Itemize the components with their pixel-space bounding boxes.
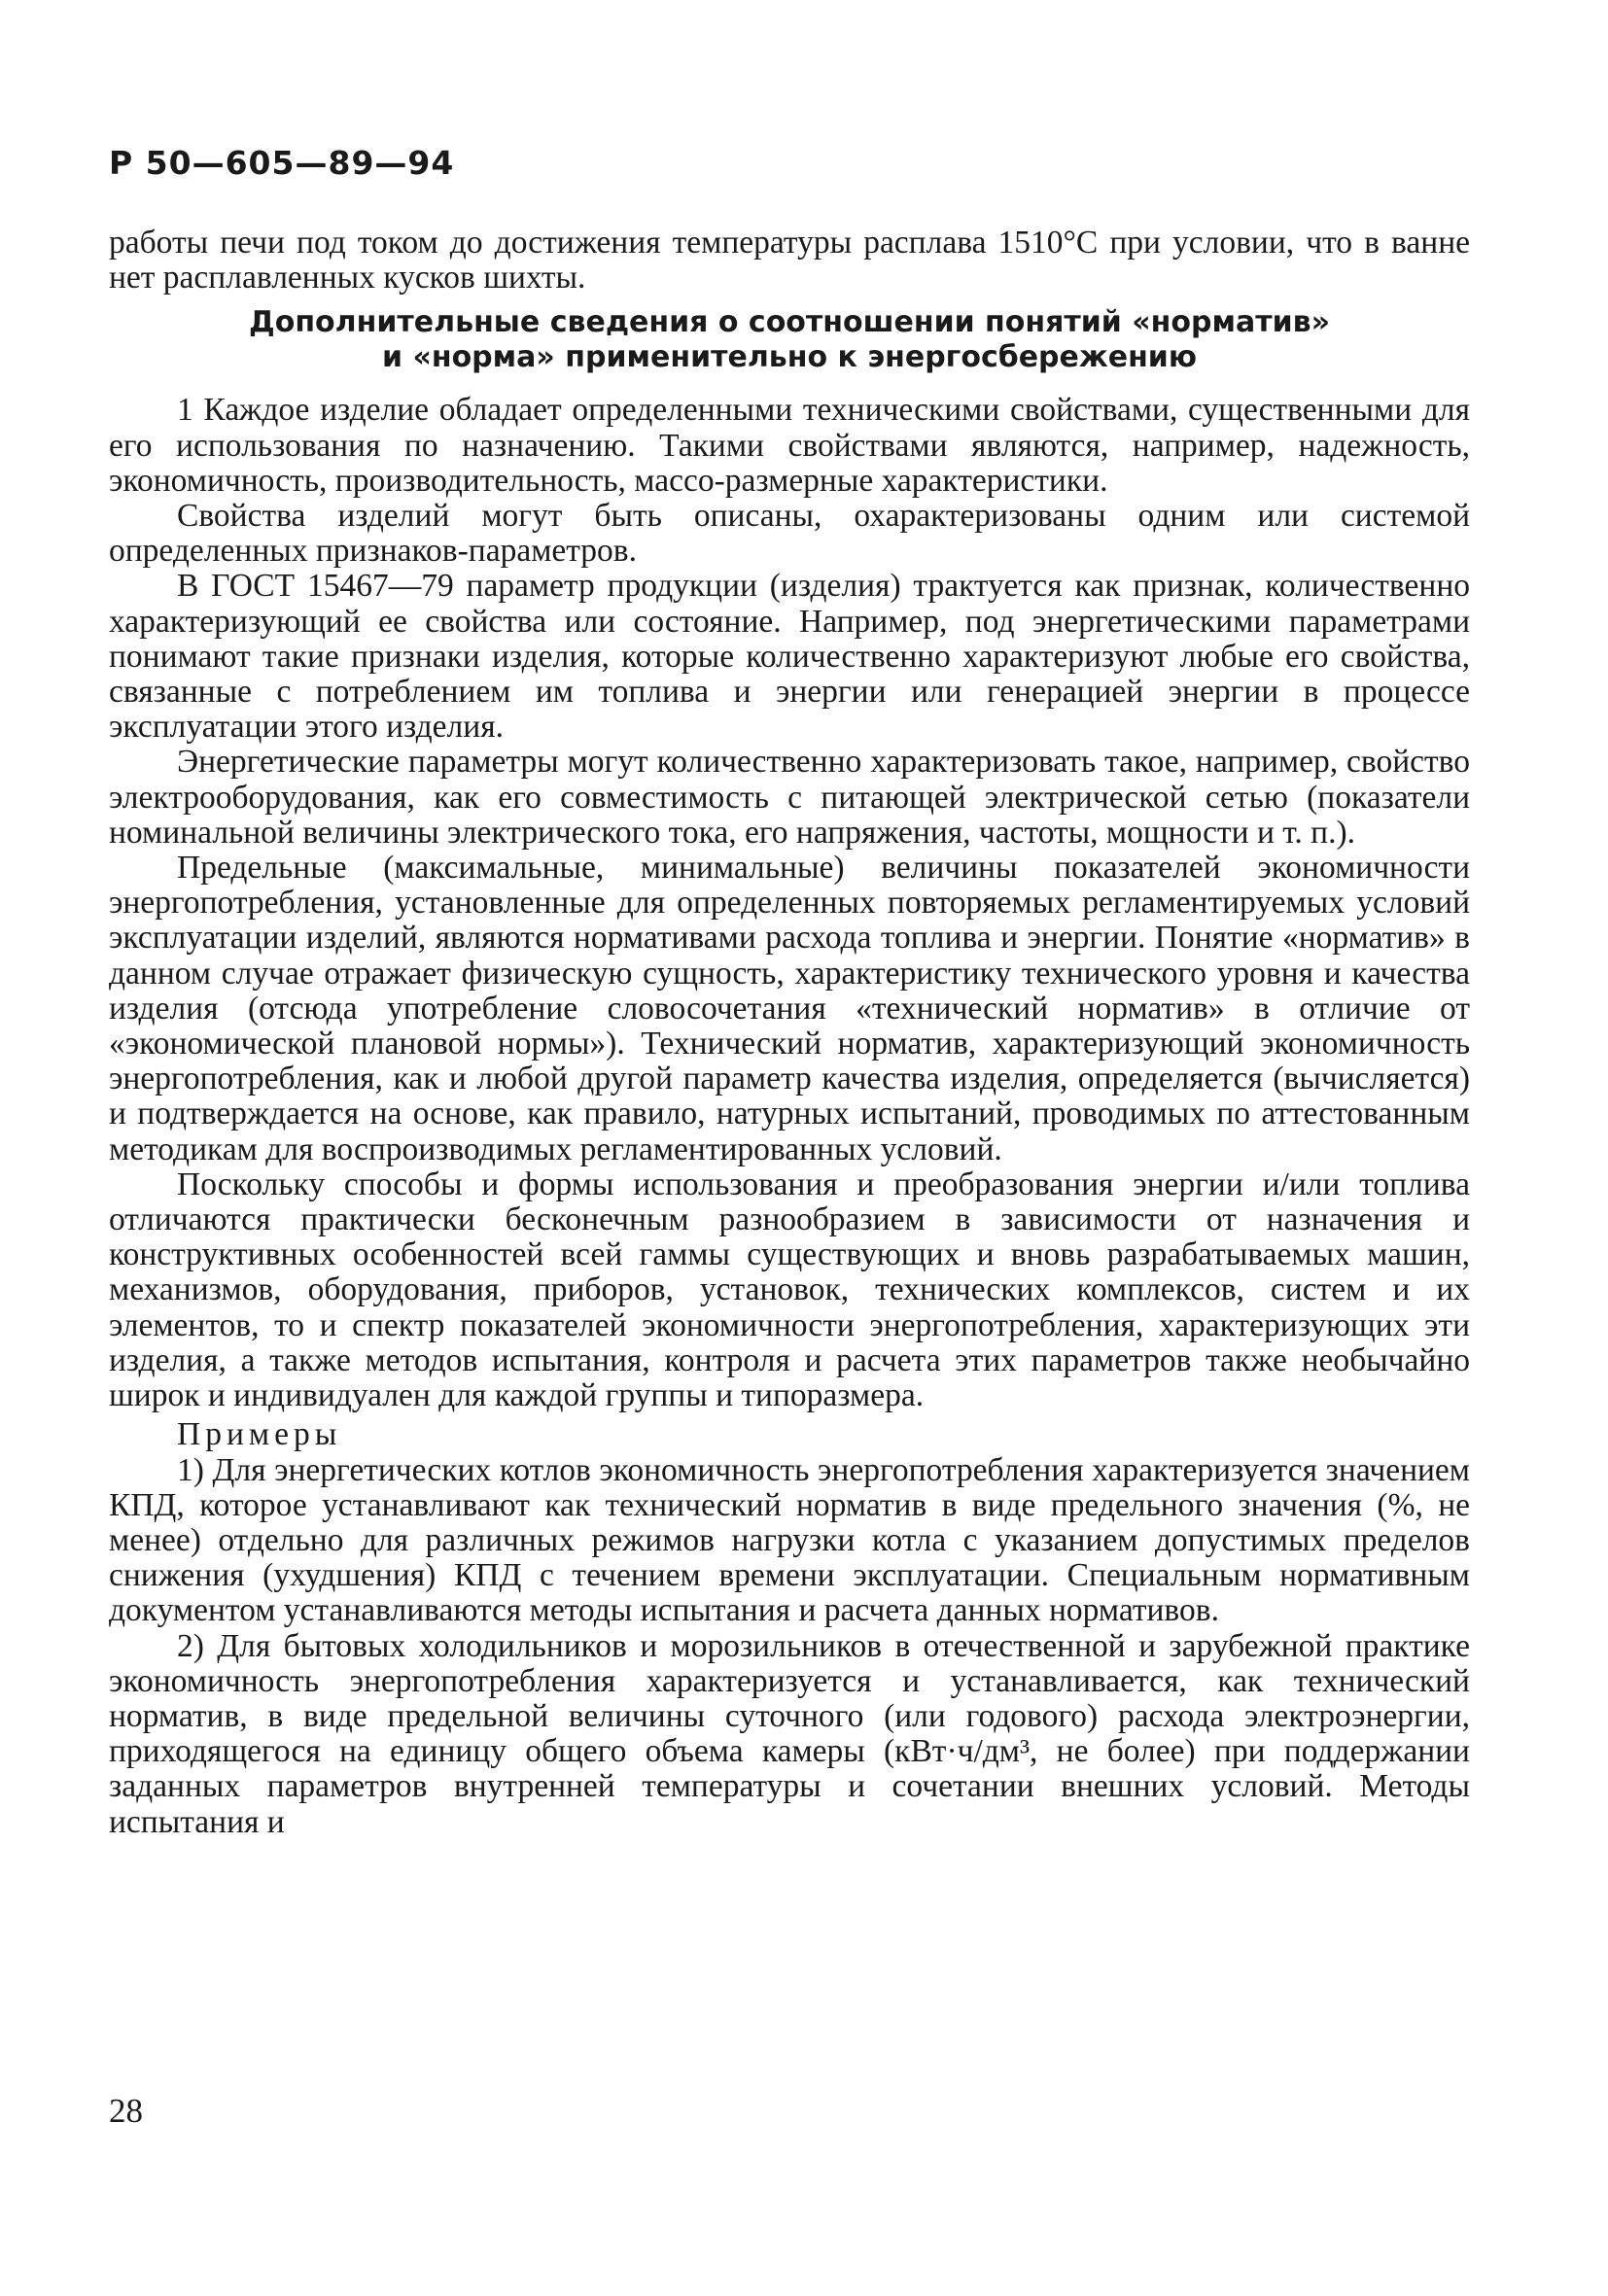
paragraph-6: Поскольку способы и формы использования и преобразования энергии и/или топлива отличаются практически бесконечным разнообразием в зависимости от назначения и конструктивных особенностей всей гаммы существующих и вновь разрабатываемых машин, механизмов, оборудования, приборов, установок, технических комплексов, систем и их элементов, то и спектр показателей экономичности энергопотребления, характеризующих эти изделия, а также методов испытания, контроля и расчета этих параметров также необычайно широк и индивидуален для каждой группы и типоразмера. xyxy=(109,1165,1470,1414)
continuation-paragraph: работы печи под током до достижения температуры расплава 1510°С при условии, что в ванне нет расплавленных кусков шихты. xyxy=(109,225,1470,296)
example-2: 2) Для бытовых холодильников и морозильников в отечественной и зарубежной практике экономичность энергопотребления характеризуется и устанавливается, как технический норматив, в виде предельной величины суточного (или годового) расхода электроэнергии, приходящегося на единицу общего объема камеры (кВт·ч/дм³, не более) при поддержании заданных параметров внутренней температуры и сочетании внешних условий. Методы испытания и xyxy=(109,1627,1470,1840)
paragraph-4: Энергетические параметры могут количественно характеризовать такое, например, свойство электрооборудования, как его совместимость с питающей электрической сетью (показатели номинальной величины электрического тока, его напряжения, частоты, мощности и т. п.). xyxy=(109,744,1470,851)
paragraph-2: Свойства изделий могут быть описаны, охарактеризованы одним или системой определенных признаков-параметров. xyxy=(109,498,1470,570)
examples-label: Примеры xyxy=(177,1416,342,1453)
document-body xyxy=(109,226,1470,1840)
example-1: 1) Для энергетических котлов экономичность энергопотребления характеризуется значением КПД, которое устанавливают как технический норматив в виде предельного значения (%, не менее) отдельно для различных режимов нагрузки котла с указанием допустимых пределов снижения (ухудшения) КПД с течением времени эксплуатации. Специальным нормативным документом устанавливаются методы испытания и расчета данных нормативов. xyxy=(109,1451,1470,1629)
document-page xyxy=(109,0,1470,2296)
paragraph-1: 1 Каждое изделие обладает определенными техническими свойствами, существенными для его использования по назначению. Такими свойствами являются, например, надежность, экономичность, производительность, массо-размерные характеристики. xyxy=(109,392,1470,499)
paragraph-3: В ГОСТ 15467—79 параметр продукции (изделия) трактуется как признак, количественно характеризующий ее свойства или состояние. Например, под энергетическими параметрами понимают такие признаки изделия, которые количественно характеризуют любые его свойства, связанные с потреблением им топлива и энергии или генерацией энергии в процессе эксплуатации этого изделия. xyxy=(109,568,1470,746)
page-number: 28 xyxy=(109,2092,143,2130)
document-code-header: Р 50—605—89—94 xyxy=(109,144,455,182)
section-heading-line-2: и «норма» применительно к энергосбережению xyxy=(382,340,1197,375)
section-heading-line-1: Дополнительные сведения о соотношении понятий «норматив» xyxy=(249,305,1330,340)
section-heading xyxy=(109,305,1470,375)
paragraph-5: Предельные (максимальные, минимальные) величины показателей экономичности энергопотребления, установленные для определенных повторяемых регламентируемых условий эксплуатации изделий, являются нормативами расхода топлива и энергии. Понятие «норматив» в данном случае отражает физическую сущность, характеристику технического уровня и качества изделия (отсюда употребление словосочетания «технический норматив» в отличие от «экономической плановой нормы»). Технический норматив, характеризующий экономичность энергопотребления, как и любой другой параметр качества изделия, определяется (вычисляется) и подтверждается на основе, как правило, натурных испытаний, проводимых по аттестованным методикам для воспроизводимых регламентированных условий. xyxy=(109,850,1470,1167)
